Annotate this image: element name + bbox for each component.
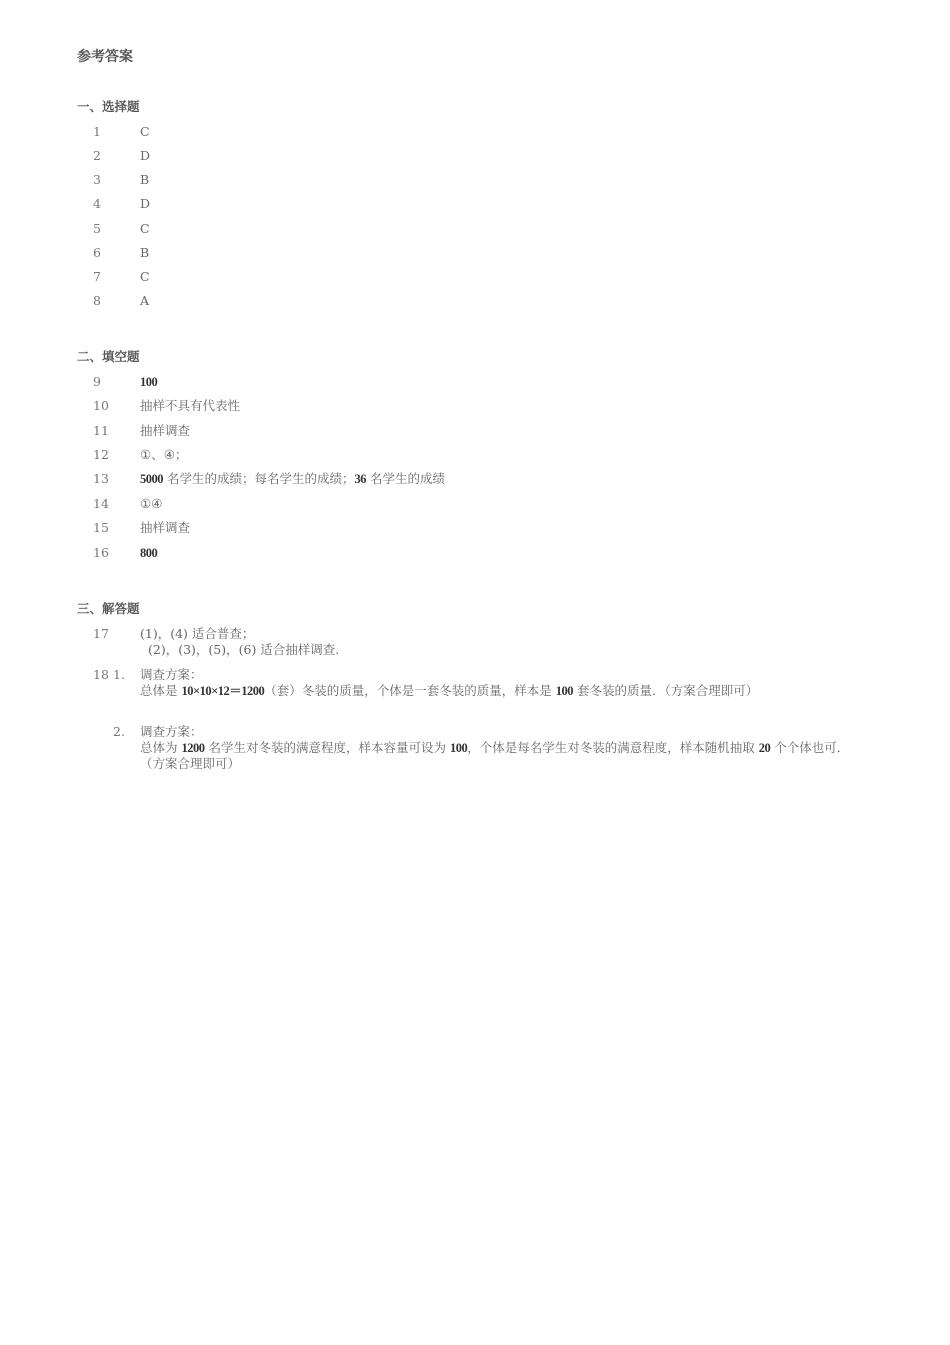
question-number: 6 xyxy=(93,245,101,260)
question-number: 8 xyxy=(93,293,101,308)
answer-text: B xyxy=(140,172,150,187)
answer-text: C xyxy=(140,269,150,284)
question-number: 7 xyxy=(93,269,101,284)
answer-text: 抽样调查 xyxy=(140,520,191,535)
math-value: 800 xyxy=(140,546,158,560)
answer-text: ①④ xyxy=(140,496,163,511)
math-value: 100 xyxy=(555,684,574,698)
answer-fragment: 总体为 xyxy=(140,740,178,755)
sub-answer-text xyxy=(140,683,852,699)
question-number: 17 xyxy=(93,626,109,641)
math-expression: 10×10×12＝1200 xyxy=(181,684,265,698)
question-number: 13 xyxy=(93,471,109,486)
page-title: 参考答案 xyxy=(77,49,133,65)
sub-answer-label: 调查方案： xyxy=(140,667,203,682)
answer-text: 抽样调查 xyxy=(140,423,191,438)
question-number: 4 xyxy=(93,196,101,211)
question-number: 11 xyxy=(93,423,109,438)
answer-fragment: （套）冬装的质量，个体是一套冬装的质量，样本是 xyxy=(264,683,552,698)
question-number: 1 xyxy=(93,124,101,139)
math-value: 100 xyxy=(140,375,158,389)
math-value: 5000 xyxy=(140,472,163,486)
math-value: 36 xyxy=(354,472,367,486)
question-number: 12 xyxy=(93,447,109,462)
answer-fragment: 套冬装的质量．（方案合理即可） xyxy=(577,683,759,698)
answer-text: 抽样不具有代表性 xyxy=(140,398,241,413)
sub-question-number: 1. xyxy=(113,667,125,682)
question-number: 16 xyxy=(93,545,109,560)
answer-text xyxy=(140,545,157,561)
section-heading-solutions: 三、解答题 xyxy=(77,601,140,616)
sub-question-number: 2. xyxy=(113,724,125,739)
answer-fragment: 名学生的成绩 xyxy=(370,471,446,486)
answer-text xyxy=(140,374,157,390)
answer-fragment: 总体是 xyxy=(140,683,178,698)
section-heading-fill-in: 二、填空题 xyxy=(77,349,140,364)
question-number: 9 xyxy=(93,374,101,389)
sub-answer-text xyxy=(140,740,852,772)
question-number: 14 xyxy=(93,496,109,511)
answer-text: C xyxy=(140,124,150,139)
answer-fragment: 名学生的成绩；每名学生的成绩； xyxy=(167,471,355,486)
answer-fragment: 个个体也可．（方案合理即可） xyxy=(140,740,850,771)
sub-answer-block xyxy=(140,724,852,772)
answer-text: ①、④； xyxy=(140,447,188,462)
answer-text xyxy=(140,471,445,487)
answer-text: D xyxy=(140,196,151,211)
math-value: 1200 xyxy=(181,741,205,755)
question-number: 18 xyxy=(93,667,109,682)
answer-fragment: 名学生对冬装的满意程度，样本容量可设为 xyxy=(208,740,447,755)
math-value: 100 xyxy=(450,741,468,755)
answer-text: C xyxy=(140,221,150,236)
math-value: 20 xyxy=(758,741,771,755)
answer-text: D xyxy=(140,148,151,163)
section-heading-multiple-choice: 一、选择题 xyxy=(77,99,140,114)
answer-text: B xyxy=(140,245,150,260)
question-number: 2 xyxy=(93,148,101,163)
question-number: 3 xyxy=(93,172,101,187)
answer-fragment: ，个体是每名学生对冬装的满意程度，样本随机抽取 xyxy=(467,740,755,755)
answer-text: A xyxy=(140,293,150,308)
question-number: 5 xyxy=(93,221,101,236)
answer-text: (2)，(3)，(5)，(6) 适合抽样调查. xyxy=(148,642,340,657)
sub-answer-block xyxy=(140,667,852,699)
question-number: 15 xyxy=(93,520,109,535)
question-number: 10 xyxy=(93,398,109,413)
answer-text: (1)，(4) 适合普查； xyxy=(140,626,255,641)
sub-answer-label: 调查方案： xyxy=(140,724,203,739)
